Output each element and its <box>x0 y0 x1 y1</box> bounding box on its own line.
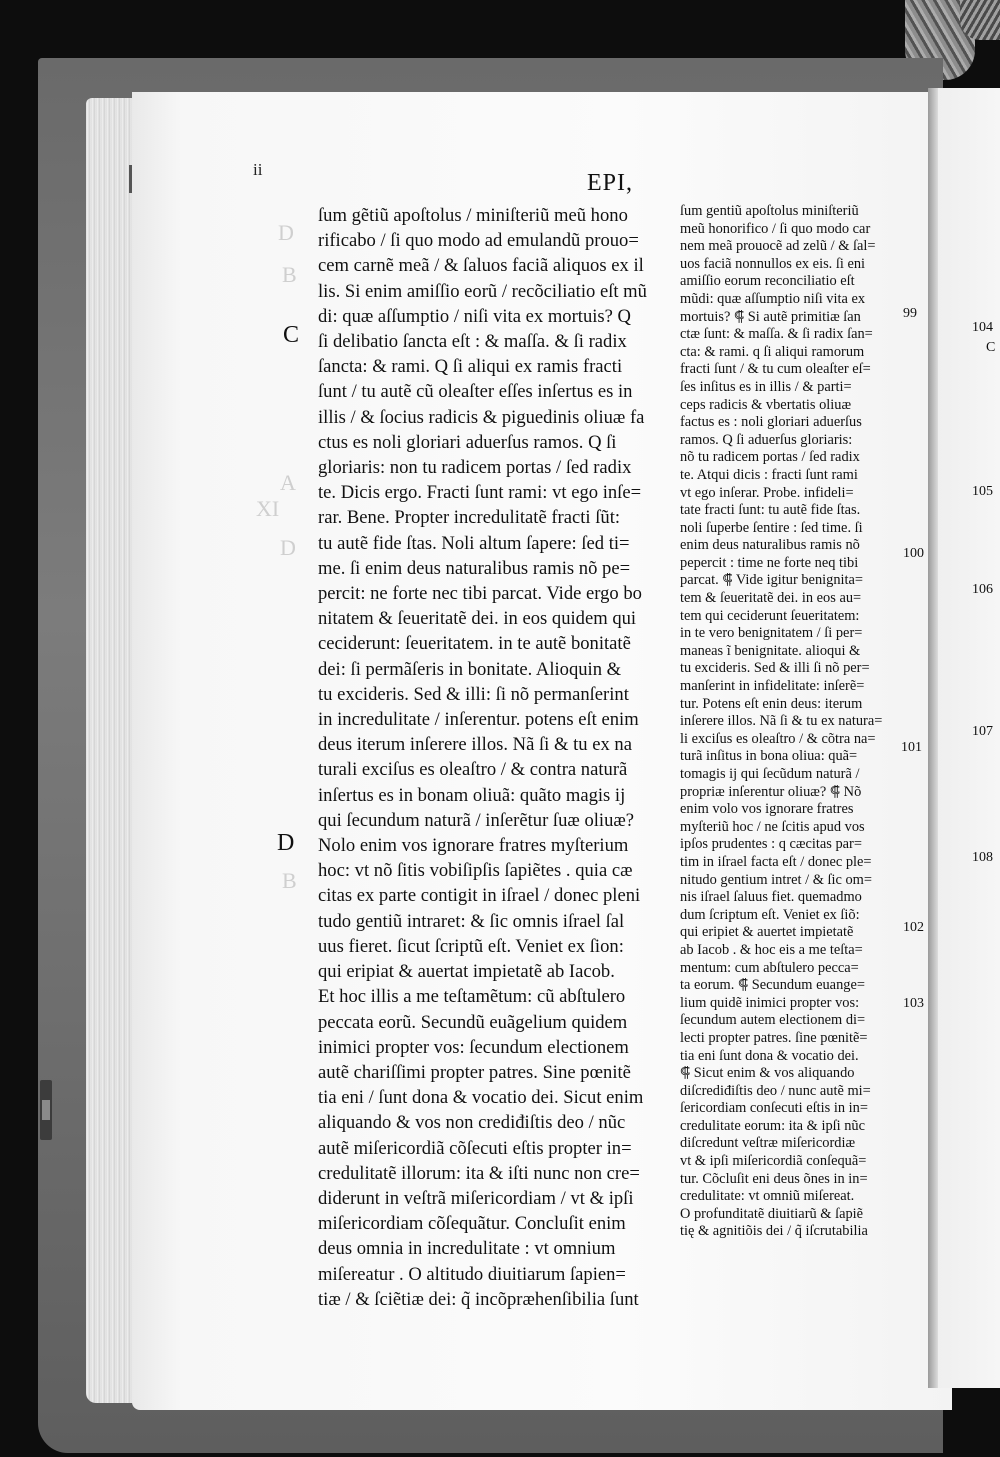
text-line: deus iterum inſerere illos. Nã ſi & tu ex na <box>318 734 632 756</box>
text-line: tiæ / & ſciẽtiæ dei: q̃ incõpræhenſibilia ſunt <box>318 1288 639 1310</box>
text-line: inſertus es in bonam oliuã: quãto magis ij <box>318 784 626 806</box>
side-text-line: ab Iacob . & hoc eis a me teſta= <box>680 941 863 958</box>
text-line: ſunt / tu autẽ cũ oleaſter eſſes inſertus es in <box>318 381 633 403</box>
text-line: in incredulitate / inſerentur. potens eſt enim <box>318 709 639 731</box>
text-line: rificabo / ſi quo modo ad emulandũ prouo= <box>318 230 639 252</box>
text-line: peccata eorũ. Secundũ euãgelium quidem <box>318 1011 628 1033</box>
side-text-line: nitudo gentium intret / & ſic om= <box>680 871 872 888</box>
text-line: di: quæ aſſumptio / niſi vita ex mortuis? Q <box>318 305 631 327</box>
side-text-line: meũ honorifico / ſi quo modo car <box>680 220 871 237</box>
side-text-line: ⸿ Sicut enim & vos aliquando <box>680 1065 855 1082</box>
text-line: turali exciſus es oleaſtro / & contra naturã <box>318 759 628 781</box>
side-text-line: cta: & rami. q ſi aliqui ramorum <box>680 343 865 360</box>
text-line: Et hoc illis a me teſtamẽtum: cũ abſtulero <box>318 986 626 1008</box>
side-text-line: ſericordiam conſecuti eſtis in in= <box>680 1100 868 1117</box>
verse-number: 103 <box>903 996 924 1011</box>
side-text-line: vt & ipſi miſericordiã conſequã= <box>680 1153 867 1170</box>
side-text-line: nõ tu radicem portas / ſed radix <box>680 449 860 466</box>
text-line: rar. Bene. Propter incredulitatẽ fracti ſũt: <box>318 507 621 529</box>
side-text-line: tem & ſeueritatẽ dei. in eos au= <box>680 590 862 607</box>
bookmark-cord-end <box>960 0 1000 40</box>
side-text-line: tię & agnitiõis dei / q̃ iſcrutabilia <box>680 1223 868 1240</box>
book-clasp <box>40 1080 52 1140</box>
text-line: nitatem & ſeueritatẽ dei. in eos quidem qui <box>318 608 637 630</box>
text-line: tu excideris. Sed & illi: ſi nõ permanſerint <box>318 683 629 705</box>
text-line: deus omnia in incredulitate : vt omnium <box>318 1238 616 1260</box>
side-text-line: tu excideris. Sed & illi ſi nõ per= <box>680 660 870 677</box>
side-text-line: factus es : noli gloriari aduerſus <box>680 414 862 431</box>
text-line: cem carnẽ meã / & ſaluos faciã aliquos ex il <box>318 255 644 277</box>
side-text-line: fracti ſunt / & tu cum oleaſter eſ= <box>680 361 871 378</box>
side-text-line: propriæ inſerentur oliuæ? ⸿ Nõ <box>680 783 862 800</box>
side-text-line: inſerere illos. Nã ſi & tu ex natura= <box>680 713 883 730</box>
side-text-line: ſecundum autem electionem di= <box>680 1012 866 1029</box>
side-text-line: pepercit : time ne forte neq tibi <box>680 554 859 571</box>
text-line: qui ſecundum naturã / inſerẽtur ſuæ oliuæ? <box>318 809 635 831</box>
text-line: diderunt in veſtrã miſericordiam / vt & ipſi <box>318 1187 634 1209</box>
text-line: percit: ne forte nec tibi parcat. Vide ergo bo <box>318 583 642 605</box>
side-text-line: turã inſitus in bona oliua: quã= <box>680 748 858 765</box>
facing-page-letter: C <box>986 340 996 355</box>
side-text-line: tia eni ſunt dona & vocatio dei. <box>680 1047 859 1064</box>
side-text-line: in te vero benignitatem / ſi per= <box>680 625 863 642</box>
side-text-line: mentum: cum abſtulero pecca= <box>680 959 859 976</box>
side-text-line: qui eripiet & auertet impietatẽ <box>680 924 854 941</box>
side-text-line: ceps radicis & vbertatis oliuæ <box>680 396 852 413</box>
verse-number: 101 <box>901 740 922 755</box>
running-title: EPI, <box>587 170 633 196</box>
side-text-line: tur. Potens eſt enin deus: iterum <box>680 695 863 712</box>
text-line: tudo gentiũ intraret: & ſic omnis iſrael ſal <box>318 910 625 932</box>
side-text-line: credulitate eorum: ita & ipſi nũc <box>680 1117 866 1134</box>
side-text-line: noli ſuperbe ſentire : ſed time. ſi <box>680 519 863 536</box>
main-text-column <box>318 203 658 1312</box>
gutter-shadow <box>928 88 938 1388</box>
text-line: autẽ chariſſimi propter patres. Sine pœnitẽ <box>318 1061 631 1083</box>
facing-page-number: 105 <box>972 484 993 499</box>
side-text-line: dum ſcriptum eſt. Veniet ex ſiõ: <box>680 906 860 923</box>
facing-page-number: 106 <box>972 582 993 597</box>
text-line: ſum gẽtiũ apoſtolus / miniſteriũ meũ hono <box>318 205 628 226</box>
page-edges <box>86 98 138 1403</box>
text-line: ſancta: & rami. Q ſi aliqui ex ramis fracti <box>318 356 623 378</box>
text-line: uus fieret. ſicut ſcriptũ eſt. Veniet ex ſion: <box>318 935 624 957</box>
faint-margin-letter: D <box>278 220 294 245</box>
side-text-line: enim deus naturalibus ramis nõ <box>680 537 860 554</box>
side-text-line: ta eorum. ⸿ Secundum euange= <box>680 977 865 994</box>
text-line: qui eripiat & auertat impietatẽ ab Iacob. <box>318 961 615 983</box>
side-text-line: O profunditatẽ diuitiarũ & ſapiẽ <box>680 1205 864 1222</box>
facing-page-number: 104 <box>972 320 993 335</box>
side-text-line: tomagis ij qui ſecũdum naturã / <box>680 766 860 782</box>
text-line: citas ex parte contigit in iſrael / donec pleni <box>318 885 641 907</box>
faint-margin-letter: XI <box>256 496 280 521</box>
text-line: aliquando & vos non crediđiſtis deo / nũc <box>318 1112 626 1134</box>
text-line: autẽ miſericordiã cõſecuti eſtis propter in= <box>318 1137 632 1159</box>
text-line: ceciderunt: ſeueritatem. in te autẽ bonitatẽ <box>318 633 631 655</box>
side-text-line: amiſſio eorum reconciliatio eſt <box>680 273 855 290</box>
side-text-line: maneas ĩ benignitate. alioqui & <box>680 642 861 659</box>
text-line: credulitatẽ illorum: ita & iſti nunc non cre= <box>318 1162 640 1184</box>
side-text-line: ctæ ſunt: & maſſa. & ſi radix ſan= <box>680 326 873 343</box>
side-text-line: tur. Cõcluſit eni deus õnes in in= <box>680 1170 868 1187</box>
side-text-line: diſcrediđiſtis deo / nunc autẽ mi= <box>680 1082 871 1099</box>
side-text-line: uos faciã nonnullos ex eis. ſi eni <box>680 255 866 272</box>
side-text-line: mortuis? ⸿ Si autẽ primitiæ ſan <box>680 308 861 325</box>
side-text-line: myſteriũ hoc / ne ſcitis apud vos <box>680 818 865 835</box>
text-line: ctus es noli gloriari aduerſus ramos. Q ſi <box>318 431 617 453</box>
side-text-line: enim volo vos ignorare fratres <box>680 801 854 818</box>
text-line: illis / & ſocius radicis & piguedinis oliuæ fa <box>318 406 645 428</box>
text-line: miſereatur . O altitudo diuitiarum ſapien= <box>318 1263 626 1285</box>
text-line: dei: ſi permãſeris in bonitate. Alioquin & <box>318 658 622 680</box>
text-line: ſi delibatio ſancta eſt : & maſſa. & ſi radix <box>318 331 627 353</box>
side-text-line: diſcredunt veſtræ miſericordiæ <box>680 1135 856 1152</box>
side-text-line: li exciſus es oleaſtro / & cõtra na= <box>680 730 876 747</box>
text-line: hoc: vt nõ ſitis vobiſipſis ſapiẽtes . quia cæ <box>318 860 633 882</box>
text-line: inimici propter vos: ſecundum electionem <box>318 1036 629 1058</box>
faint-margin-letter: B <box>282 262 297 287</box>
side-text-line: ſes inſitus es in illis / & parti= <box>680 378 852 395</box>
faint-margin-letter: A <box>280 470 296 495</box>
side-text-line: lium quidẽ inimici propter vos: <box>680 994 860 1011</box>
facing-page-number: 108 <box>972 850 993 865</box>
side-text-line: vt ego inſerar. Probe. infideli= <box>680 484 854 501</box>
side-text-line: ramos. Q ſi aduerſus gloriaris: <box>680 431 853 448</box>
verse-number: 100 <box>903 546 924 561</box>
side-text-line: ſum gentiũ apoſtolus miniſteriũ <box>680 203 859 219</box>
side-text-line: lecti propter patres. ſine pœnitẽ= <box>680 1029 868 1046</box>
text-line: lis. Si enim amiſſio eorũ / recõciliatio eſt mũ <box>318 280 647 302</box>
side-text-line: tim in iſrael facta eſt / donec ple= <box>680 853 872 870</box>
side-text-line: tate fracti ſunt: tu autẽ fide ſtas. <box>680 502 861 519</box>
side-text-line: credulitate: vt omniũ miſereat. <box>680 1188 855 1205</box>
side-text-line: te. Atqui dicis : fracti ſunt rami <box>680 466 858 483</box>
text-line: te. Dicis ergo. Fracti ſunt rami: vt ego inſe= <box>318 482 642 504</box>
verse-number: 102 <box>903 920 924 935</box>
side-text-line: ipſos prudentes : q cæcitas par= <box>680 836 862 853</box>
ruling-mark <box>129 165 132 193</box>
side-text-line: nem meã prouocẽ ad zelũ / & ſal= <box>680 238 876 255</box>
text-line: tu autẽ fide ſtas. Noli altum ſapere: ſed ti= <box>318 532 630 554</box>
verse-number: 99 <box>903 306 917 321</box>
section-letter-c: C <box>283 322 300 348</box>
section-letter-d: D <box>277 830 295 856</box>
side-text-line: nis iſrael ſaluus fiet. quemadmo <box>680 889 862 906</box>
side-text-line: tem qui ceciderunt ſeueritatem: <box>680 607 860 624</box>
text-line: tia eni / ſunt dona & vocatio dei. Sicut enim <box>318 1087 644 1109</box>
side-text-line: mũdi: quæ aſſumptio niſi vita ex <box>680 290 866 307</box>
faint-margin-letter: D <box>280 535 296 560</box>
side-text-line: parcat. ⸿ Vide igitur benignita= <box>680 572 864 589</box>
text-line: miſericordiam cõſequãtur. Concluſit enim <box>318 1213 626 1235</box>
text-line: gloriaris: non tu radicem portas / ſed radix <box>318 457 632 479</box>
side-text-column <box>680 203 902 1241</box>
folio-number: ii <box>253 160 263 179</box>
side-text-line: manſerint in infidelitate: inſerẽ= <box>680 678 865 695</box>
text-line: me. ſi enim deus naturalibus ramis nõ pe= <box>318 557 631 579</box>
facing-page-number: 107 <box>972 724 993 739</box>
text-line: Nolo enim vos ignorare fratres myſterium <box>318 835 629 857</box>
faint-margin-letter: B <box>282 868 297 893</box>
